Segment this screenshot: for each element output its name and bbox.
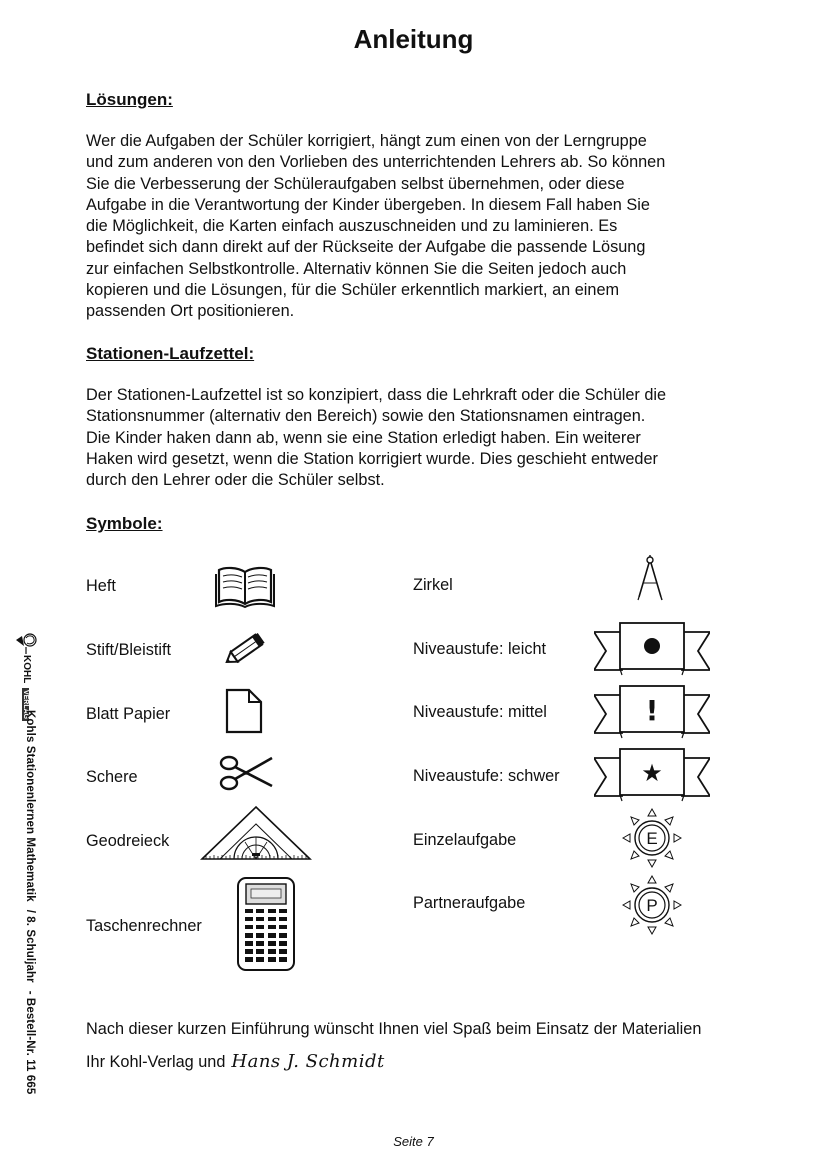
closing-signoff [86,1051,385,1072]
symbol-label-stift: Stift/Bleistift [86,641,172,659]
symbol-label-einzelaufgabe: Einzelaufgabe [413,831,517,849]
sidebar-publisher-name: KOHL [21,655,32,684]
sidebar-publisher-sub: VERLAG [22,689,29,720]
symbol-label-niveau-mittel: Niveaustufe: mittel [413,703,547,721]
symbol-label-partneraufgabe: Partneraufgabe [413,894,526,912]
sun-p-icon [622,875,682,935]
heading-symbole: Symbole: [86,514,163,533]
symbol-label-geodreieck: Geodreieck [86,832,170,850]
symbol-label-heft: Heft [86,577,116,595]
signature: Hans J. Schmidt [231,1051,385,1072]
page-number: Seite 7 [393,1134,434,1149]
closing-publisher: Ihr Kohl-Verlag und [86,1053,226,1071]
sun-e-letter: E [646,829,658,848]
banner-star-icon [594,746,710,804]
paragraph-loesungen: Wer die Aufgaben der Schüler korrigiert, hängt zum einen von der Lerngruppe und zum anderen von den Vorlieben des unterrichtenden Lehrers ab. So können Sie die Verbesserung der Schüleraufgaben selbst übernehmen, oder diese Aufgabe in die Verantwortung der Kinder übergeben. In diesem Fall haben Sie die Möglichkeit, die Karten einfach auszuschneiden und zu laminieren. Es befindet sich dann direkt auf der Rückseite der Aufgabe die passende Lösung zur einfachen Selbstkontrolle. Alternativ können Sie die Seiten jedoch auch kopieren und die Lösungen, für die Schüler erkenntlich markiert, an einem passenden Ort positionieren. [86,132,666,321]
symbol-label-niveau-leicht: Niveaustufe: leicht [413,640,547,658]
banner-exclamation-icon [594,683,710,741]
symbol-label-zirkel: Zirkel [413,576,453,594]
symbol-label-taschenrechner: Taschenrechner [86,917,202,935]
sidebar-vertical-text [24,710,36,1102]
page-title: Anleitung [353,24,474,54]
symbol-label-schere: Schere [86,768,138,786]
set-square-icon [200,804,312,862]
sun-e-icon [622,808,682,868]
symbol-label-papier: Blatt Papier [86,705,171,723]
symbol-label-niveau-schwer: Niveaustufe: schwer [413,767,560,785]
compass-icon [636,555,664,601]
scissors-icon [218,752,274,794]
paragraph-laufzettel: Der Stationen-Laufzettel ist so konzipiert, dass die Lehrkraft oder die Schüler die Stationsnummer (alternativ den Bereich) sowie den Stationsnamen eintragen. Die Kinder haken dann ab, wenn sie eine Station erledigt haben. Ein weiterer Haken wird gesetzt, wenn die Station korrigiert wurde. Dies geschieht entweder durch den Lehrer oder die Schüler selbst. [86,386,667,490]
banner-star-glyph: ★ [641,759,663,787]
closing-line: Nach dieser kurzen Einführung wünscht Ihnen viel Spaß beim Einsatz der Materialien [86,1020,702,1038]
book-icon [215,564,275,610]
banner-dot-icon [594,620,710,678]
sidebar-title: Kohls Stationenlernen Mathematik [24,710,36,902]
paper-sheet-icon [225,688,263,734]
sidebar-order: - Bestell-Nr. 11 665 [24,990,36,1095]
pencil-icon [222,628,272,670]
heading-laufzettel: Stationen-Laufzettel: [86,344,255,363]
calculator-icon [236,876,296,972]
banner-exclamation-glyph: ! [645,694,659,727]
heading-loesungen: Lösungen: [86,90,173,109]
sun-p-letter: P [646,896,658,915]
sidebar-grade: / 8. Schuljahr [24,909,36,983]
